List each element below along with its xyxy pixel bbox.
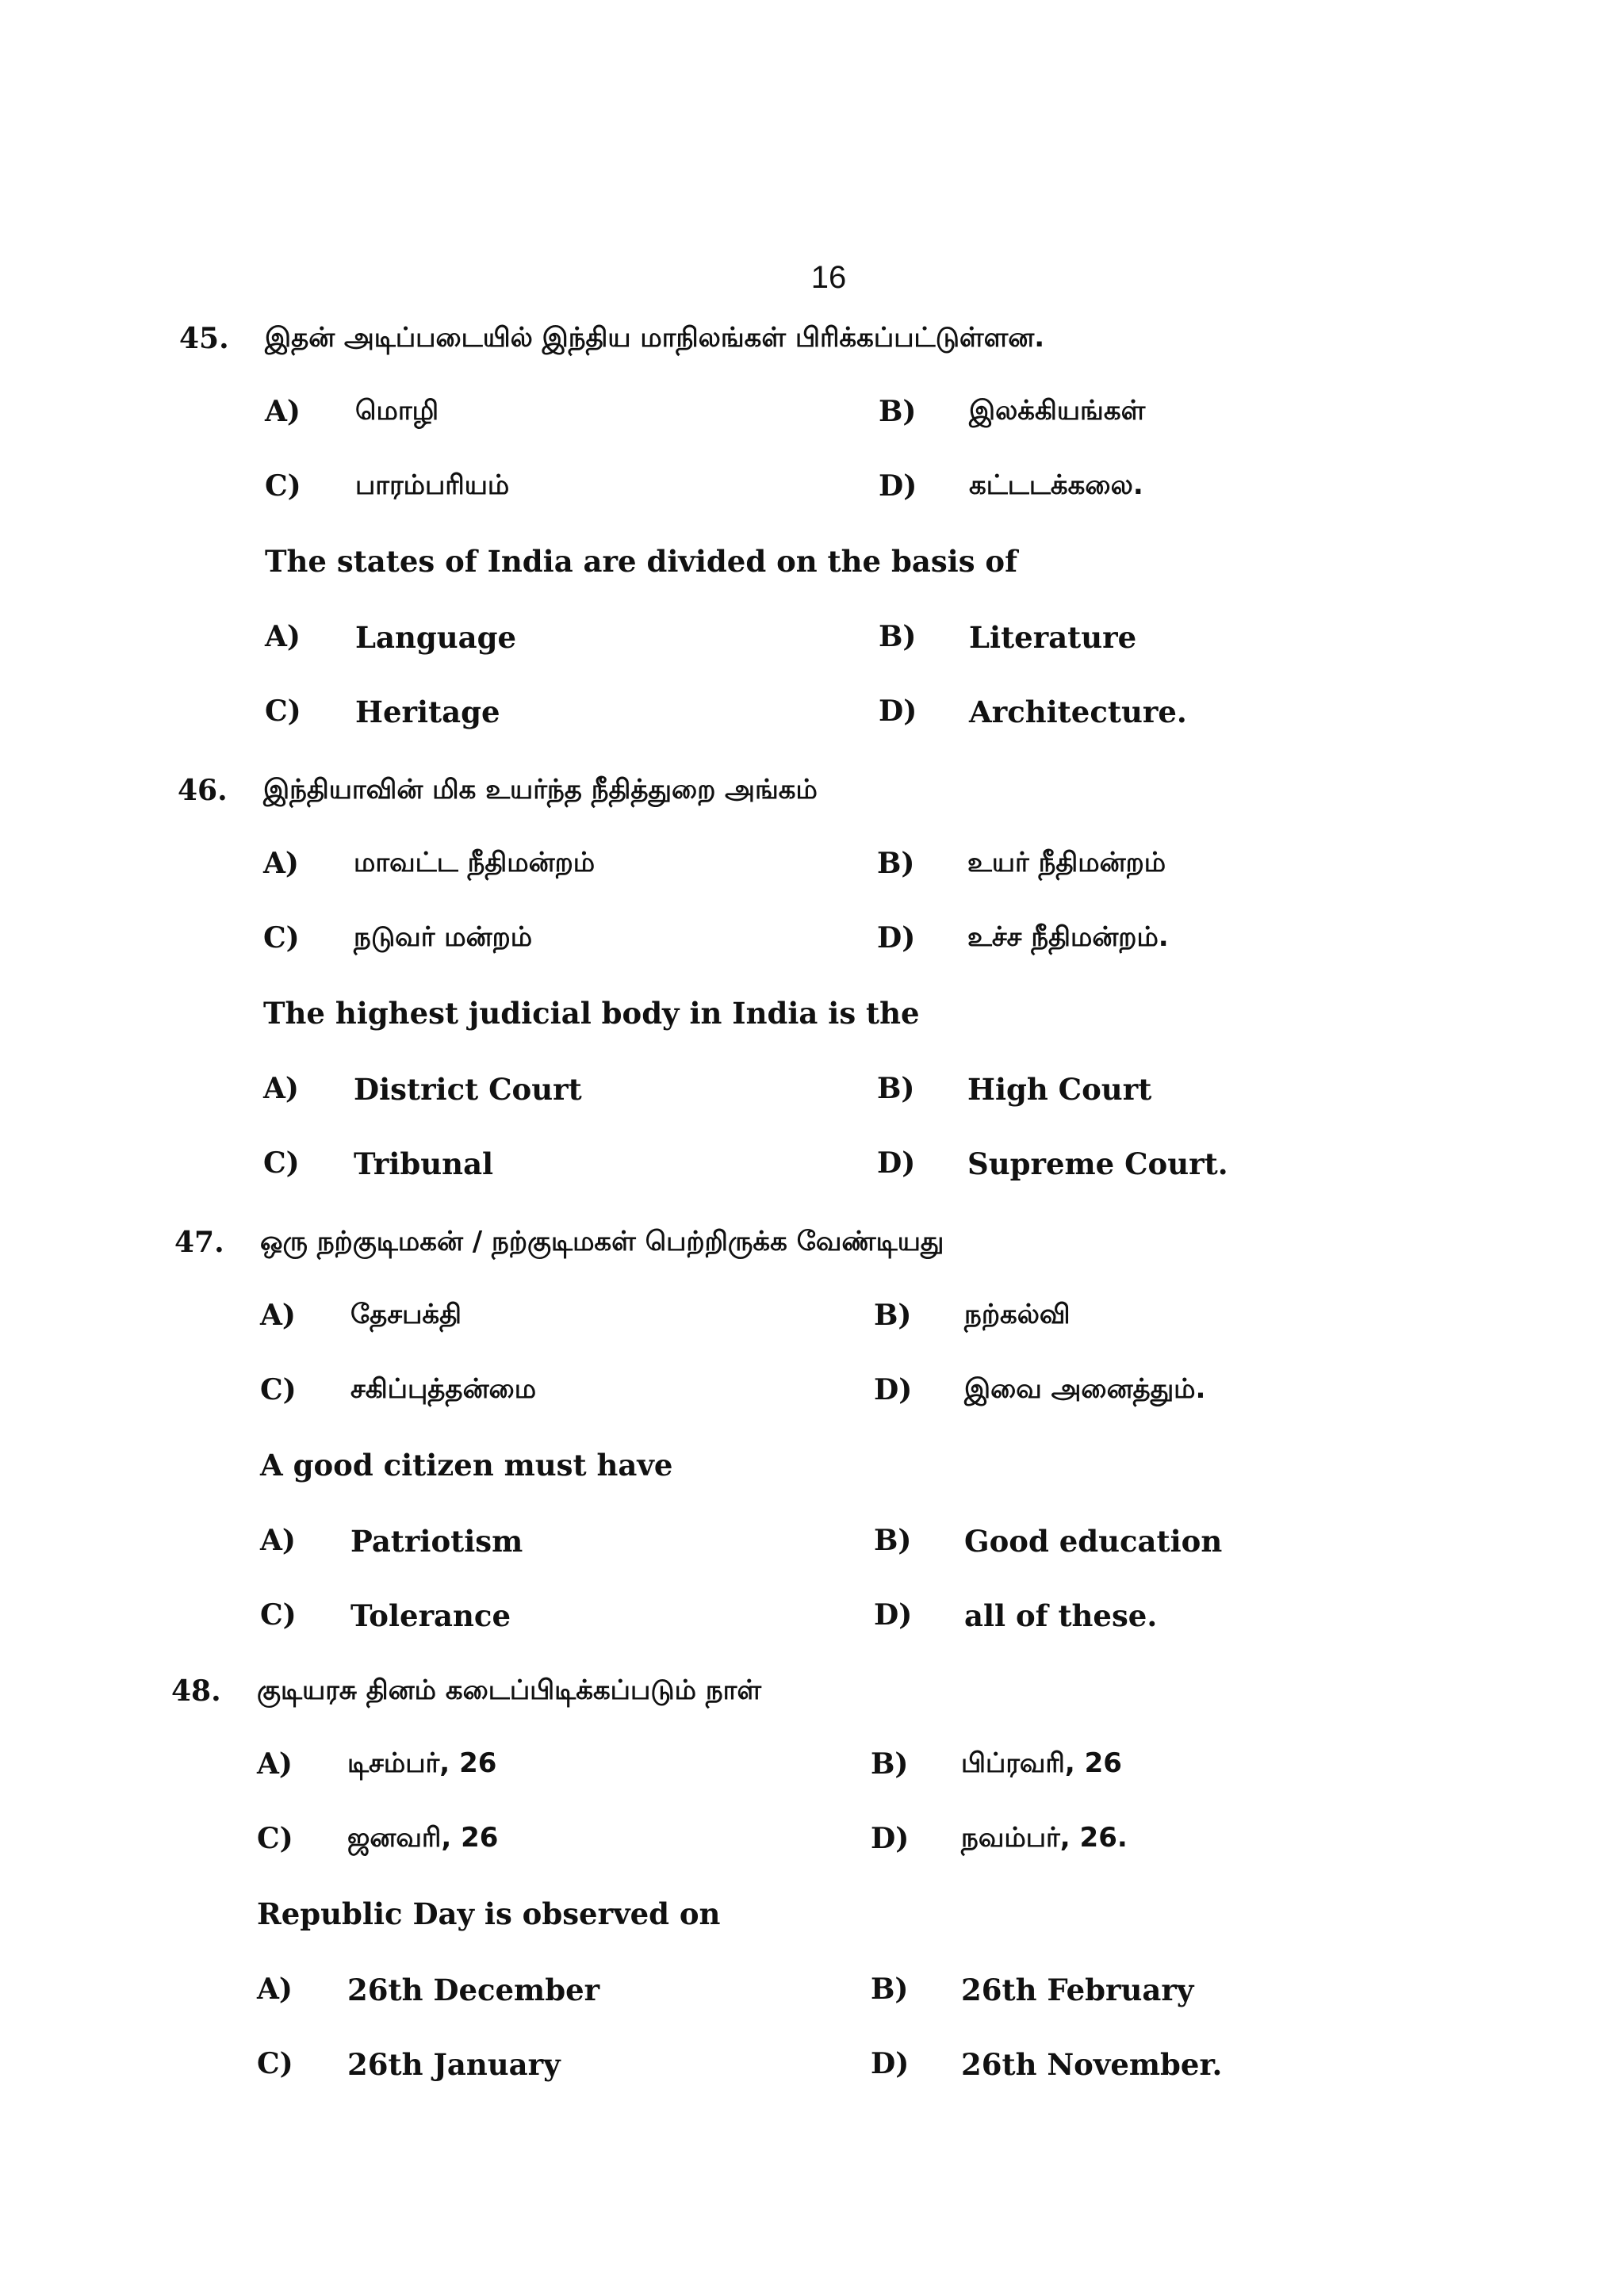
tamil-option-text: கட்டடக்கலை. bbox=[969, 469, 1143, 501]
english-option-letter: B) bbox=[877, 1072, 915, 1105]
question-number: 48. bbox=[171, 1674, 221, 1708]
tamil-option-text: ஜனவரி, 26 bbox=[347, 1822, 499, 1854]
tamil-option-text: இலக்கியங்கள் bbox=[969, 395, 1146, 427]
tamil-option-letter: B) bbox=[879, 395, 917, 428]
tamil-option-letter: A) bbox=[257, 1747, 293, 1781]
english-option-text: Patriotism bbox=[350, 1524, 523, 1559]
english-option-letter: A) bbox=[257, 1973, 293, 2006]
english-option-letter: D) bbox=[879, 695, 917, 728]
page-number: 16 bbox=[810, 260, 847, 295]
tamil-option-text: நவம்பர், 26. bbox=[961, 1822, 1128, 1854]
english-question-text: The highest judicial body in India is the bbox=[263, 996, 920, 1031]
english-option-text: Literature bbox=[969, 620, 1137, 655]
english-option-letter: B) bbox=[879, 620, 917, 653]
tamil-question-text: ஒரு நற்குடிமகன் / நற்குடிமகள் பெற்றிருக்க வேண்டியது bbox=[260, 1226, 944, 1257]
tamil-option-text: உயர் நீதிமன்றம் bbox=[967, 847, 1166, 878]
tamil-option-letter: A) bbox=[260, 1299, 296, 1332]
tamil-question-text: இந்தியாவின் மிக உயர்ந்த நீதித்துறை அங்கம் bbox=[263, 774, 818, 806]
english-option-text: Tribunal bbox=[354, 1146, 494, 1181]
tamil-option-letter: C) bbox=[265, 469, 301, 503]
tamil-option-letter: D) bbox=[874, 1373, 913, 1406]
tamil-option-text: மொழி bbox=[355, 395, 439, 427]
tamil-option-letter: D) bbox=[871, 1822, 910, 1855]
tamil-option-text: டிசம்பர், 26 bbox=[347, 1747, 497, 1779]
tamil-option-text: இவை அனைத்தும். bbox=[964, 1373, 1206, 1405]
tamil-option-text: நடுவர் மன்றம் bbox=[354, 921, 533, 953]
tamil-question-text: இதன் அடிப்படையில் இந்திய மாநிலங்கள் பிரிக்கப்பட்டுள்ளன. bbox=[265, 322, 1045, 354]
english-question-text: Republic Day is observed on bbox=[257, 1896, 721, 1931]
tamil-option-text: மாவட்ட நீதிமன்றம் bbox=[354, 847, 596, 878]
english-option-text: 26th February bbox=[961, 1973, 1194, 2007]
english-option-text: Good education bbox=[964, 1524, 1223, 1559]
english-option-text: Architecture. bbox=[969, 695, 1187, 729]
tamil-option-letter: A) bbox=[265, 395, 301, 428]
question-number: 46. bbox=[178, 774, 228, 807]
tamil-option-text: சகிப்புத்தன்மை bbox=[350, 1373, 537, 1405]
english-option-letter: C) bbox=[265, 695, 301, 728]
tamil-option-letter: C) bbox=[257, 1822, 293, 1855]
english-option-letter: B) bbox=[871, 1973, 909, 2006]
tamil-option-letter: A) bbox=[263, 847, 299, 880]
english-option-text: Tolerance bbox=[350, 1598, 511, 1633]
tamil-option-text: பாரம்பரியம் bbox=[355, 469, 510, 501]
tamil-option-letter: D) bbox=[877, 921, 916, 955]
english-option-text: District Court bbox=[354, 1072, 582, 1107]
english-option-letter: D) bbox=[874, 1598, 913, 1632]
english-option-letter: D) bbox=[871, 2047, 910, 2080]
english-option-letter: B) bbox=[874, 1524, 912, 1557]
english-option-text: High Court bbox=[967, 1072, 1152, 1107]
question-number: 45. bbox=[179, 322, 229, 355]
tamil-option-letter: C) bbox=[263, 921, 300, 955]
english-option-text: 26th November. bbox=[961, 2047, 1223, 2082]
english-option-letter: C) bbox=[263, 1146, 300, 1180]
english-question-text: The states of India are divided on the basis of bbox=[265, 544, 1018, 579]
english-option-letter: C) bbox=[257, 2047, 293, 2080]
english-option-letter: C) bbox=[260, 1598, 297, 1632]
english-option-letter: A) bbox=[260, 1524, 296, 1557]
english-option-text: Heritage bbox=[355, 695, 500, 729]
english-option-letter: D) bbox=[877, 1146, 916, 1180]
english-option-text: 26th January bbox=[347, 2047, 561, 2082]
tamil-option-letter: B) bbox=[874, 1299, 912, 1332]
english-option-text: Supreme Court. bbox=[967, 1146, 1228, 1181]
english-option-letter: A) bbox=[265, 620, 301, 653]
english-question-text: A good citizen must have bbox=[260, 1448, 673, 1483]
tamil-question-text: குடியரசு தினம் கடைப்பிடிக்கப்படும் நாள் bbox=[257, 1674, 762, 1706]
tamil-option-letter: D) bbox=[879, 469, 917, 503]
tamil-option-text: நற்கல்வி bbox=[964, 1299, 1071, 1330]
tamil-option-text: உச்ச நீதிமன்றம். bbox=[967, 921, 1169, 953]
english-option-text: 26th December bbox=[347, 1973, 600, 2007]
tamil-option-letter: B) bbox=[871, 1747, 909, 1781]
tamil-option-text: தேசபக்தி bbox=[350, 1299, 462, 1330]
english-option-text: Language bbox=[355, 620, 517, 655]
english-option-text: all of these. bbox=[964, 1598, 1158, 1633]
tamil-option-letter: C) bbox=[260, 1373, 297, 1406]
tamil-option-letter: B) bbox=[877, 847, 915, 880]
question-number: 47. bbox=[174, 1226, 224, 1259]
tamil-option-text: பிப்ரவரி, 26 bbox=[961, 1747, 1122, 1779]
english-option-letter: A) bbox=[263, 1072, 299, 1105]
